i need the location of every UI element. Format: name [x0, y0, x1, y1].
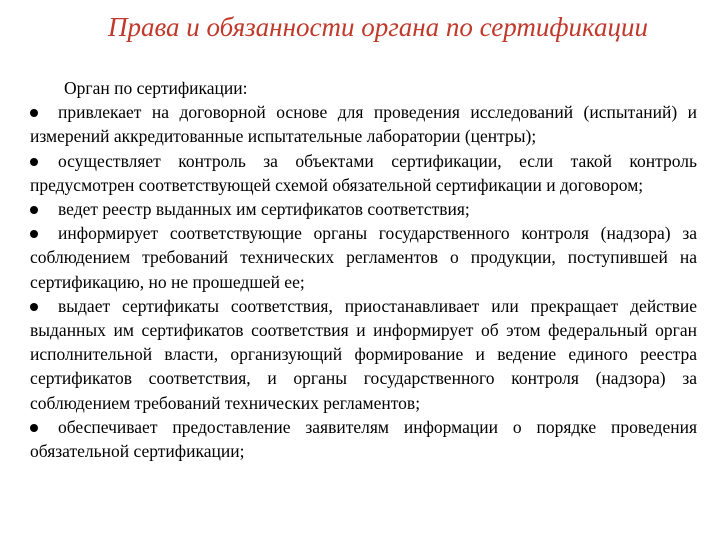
- list-item: [30, 221, 697, 294]
- list-item: [30, 100, 697, 148]
- list-item-text: привлекает на договорной основе для проведения исследований (испытаний) и измерений аккредитованные испытательные лаборатории (центры);: [30, 102, 697, 147]
- slide-title: Права и обязанности органа по сертификации: [108, 12, 648, 42]
- list-item-text: обеспечивает предоставление заявителям информации о порядке проведения обязательной сертификации;: [30, 416, 697, 462]
- bullet-icon: [30, 303, 38, 311]
- intro-text: Орган по сертификации:: [64, 78, 248, 98]
- bullet-icon: [30, 424, 38, 432]
- list-item: [30, 197, 697, 221]
- bullet-icon: [30, 206, 38, 214]
- bullet-icon: [30, 230, 38, 238]
- bullet-icon: [30, 109, 38, 117]
- list-item-text: ведет реестр выданных им сертификатов соответствия;: [58, 199, 470, 220]
- list-item: [30, 415, 697, 463]
- list-item: [30, 149, 697, 197]
- list-item-text: выдает сертификаты соответствия, приостанавливает или прекращает действие выданных им сертификатов соответствия и информирует об этом федеральный орган исполнительной власти, организующий формирование и ведение единого реестра сертификатов соответствия, и органы государственного контроля (надзора) за соблюдением требований технических регламентов;: [30, 295, 697, 413]
- slide-body: [30, 76, 697, 463]
- list-item-text: информирует соответствующие органы государственного контроля (надзора) за соблюдением требований технических регламентов о продукции, поступившей на сертификацию, но не прошедшей ее;: [30, 223, 697, 292]
- bullet-icon: [30, 158, 38, 166]
- list-item-text: осуществляет контроль за объектами сертификации, если такой контроль предусмотрен соответствующей схемой обязательной сертификации и договором;: [30, 150, 697, 195]
- list-item: [30, 294, 697, 415]
